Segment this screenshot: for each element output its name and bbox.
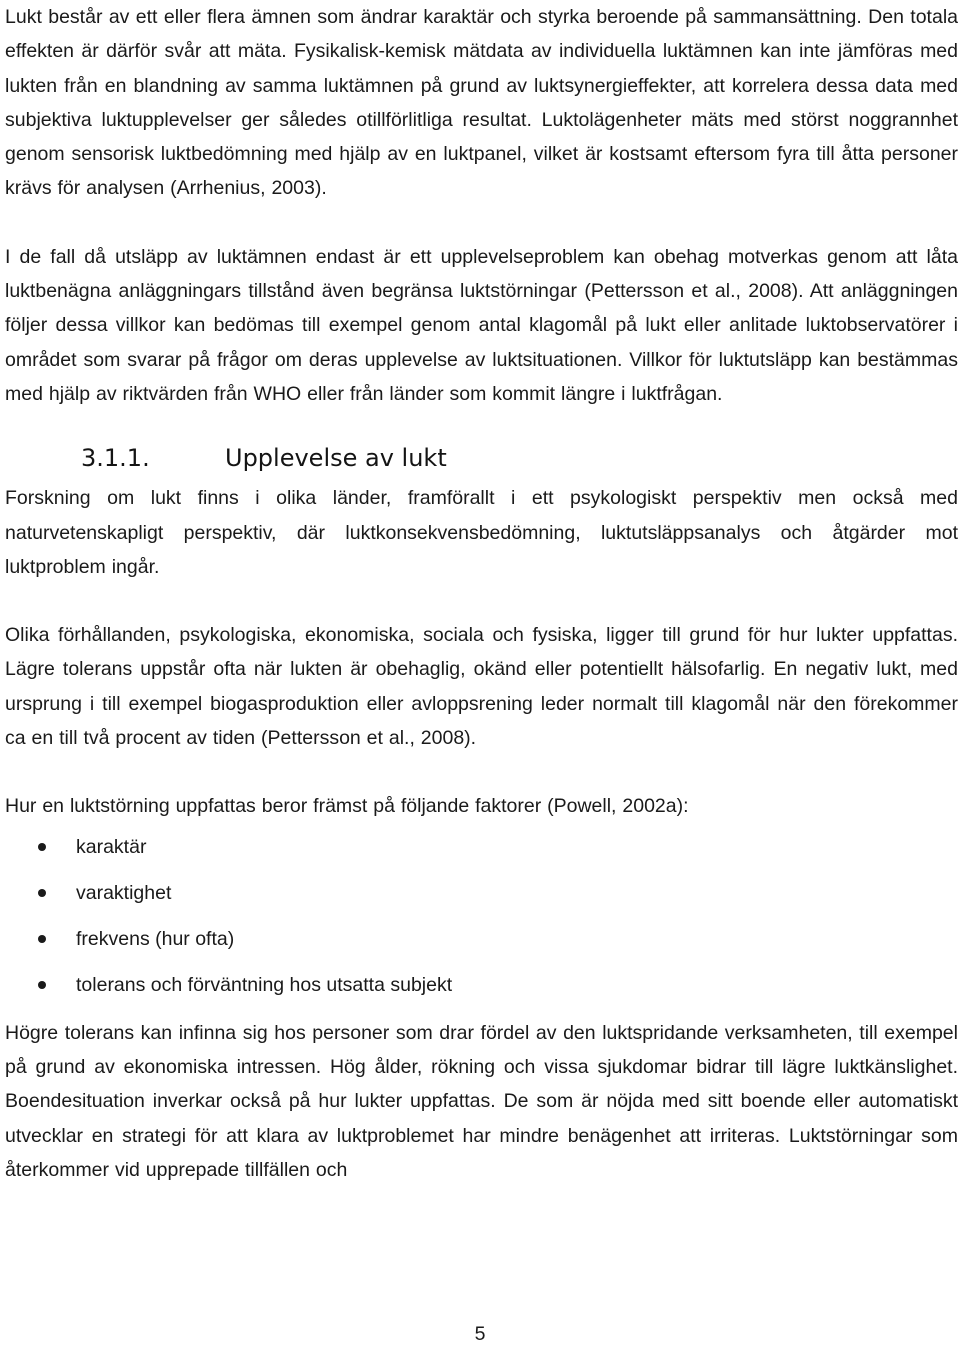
bullet-icon (38, 981, 46, 989)
factor-list (5, 824, 958, 1008)
section-heading (5, 441, 958, 475)
paragraph-lukt-definition: Lukt består av ett eller flera ämnen som ändrar karaktär och styrka beroende på sammansättning. Den totala effekten är därför svår att mäta. Fysikalisk-kemisk mätdata av individuella luktämnen kan inte jämföras med lukten från en blandning av samma luktämnen på grund av luktsynergieffekter, att korrelera dessa data med subjektiva luktupplevelser ger således otillförlitliga resultat. Luktolägenheter mäts med störst noggrannhet genom sensorisk luktbedömning med hjälp av en luktpanel, vilket är kostsamt eftersom fyra till åtta personer krävs för analysen (Arrhenius, 2003). (5, 6, 958, 200)
bullet-icon (38, 843, 46, 851)
list-item-text: varaktighet (76, 881, 172, 904)
list-item (5, 870, 958, 916)
paragraph-tolerans: Högre tolerans kan infinna sig hos personer som drar fördel av den luktspridande verksamheten, till exempel på grund av ekonomiska intressen. Hög ålder, rökning och vissa sjukdomar bidrar till lägre luktkänslighet. Boendesituation inverkar också på hur lukter uppfattas. De som är nöjda med sitt boende eller automatiskt utvecklar en strategi för att klara av luktproblemet har mindre benägenhet att irriteras. Luktstörningar som återkommer vid upprepade tillfällen och (5, 1021, 958, 1181)
list-item-text: frekvens (hur ofta) (76, 927, 235, 950)
list-item-text: tolerans och förväntning hos utsatta subjekt (76, 973, 453, 996)
list-item-text: karaktär (76, 835, 147, 858)
section-number: 3.1.1. (81, 444, 150, 473)
list-item (5, 824, 958, 870)
paragraph-forhallanden: Olika förhållanden, psykologiska, ekonomiska, sociala och fysiska, ligger till grund för hur lukter uppfattas. Lägre tolerans uppstår ofta när lukten är obehaglig, okänd eller potentiellt hälsofarlig. En negativ lukt, med ursprung i till exempel biogasproduktion eller avloppsrening leder normalt till klagomål när den förekommer ca en till två procent av tiden (Pettersson et al., 2008). (5, 624, 958, 750)
paragraph-faktorer-intro: Hur en luktstörning uppfattas beror främst på följande faktorer (Powell, 2002a): (5, 795, 689, 818)
section-title: Upplevelse av lukt (225, 444, 447, 473)
bullet-icon (38, 935, 46, 943)
paragraph-utslapp: I de fall då utsläpp av luktämnen endast är ett upplevelseproblem kan obehag motverkas genom att låta luktbenägna anläggningars tillstånd även begränsa luktstörningar (Pettersson et al., 2008). Att anläggningen följer dessa villkor kan bedömas till exempel genom antal klagomål på lukt eller anlitade luktobservatörer i området som svarar på frågor om deras upplevelse av luktsituationen. Villkor för luktutsläpp kan bestämmas med hjälp av riktvärden från WHO eller från länder som kommit längre i luktfrågan. (5, 245, 958, 405)
list-item (5, 916, 958, 962)
page-number: 5 (474, 1323, 486, 1345)
paragraph-forskning: Forskning om lukt finns i olika länder, framförallt i ett psykologiskt perspektiv men också med naturvetenskapligt perspektiv, där luktkonsekvensbedömning, luktutsläppsanalys och åtgärder mot luktproblem ingår. (5, 487, 958, 578)
document-page (5, 0, 958, 1187)
bullet-icon (38, 889, 46, 897)
list-item (5, 962, 958, 1008)
